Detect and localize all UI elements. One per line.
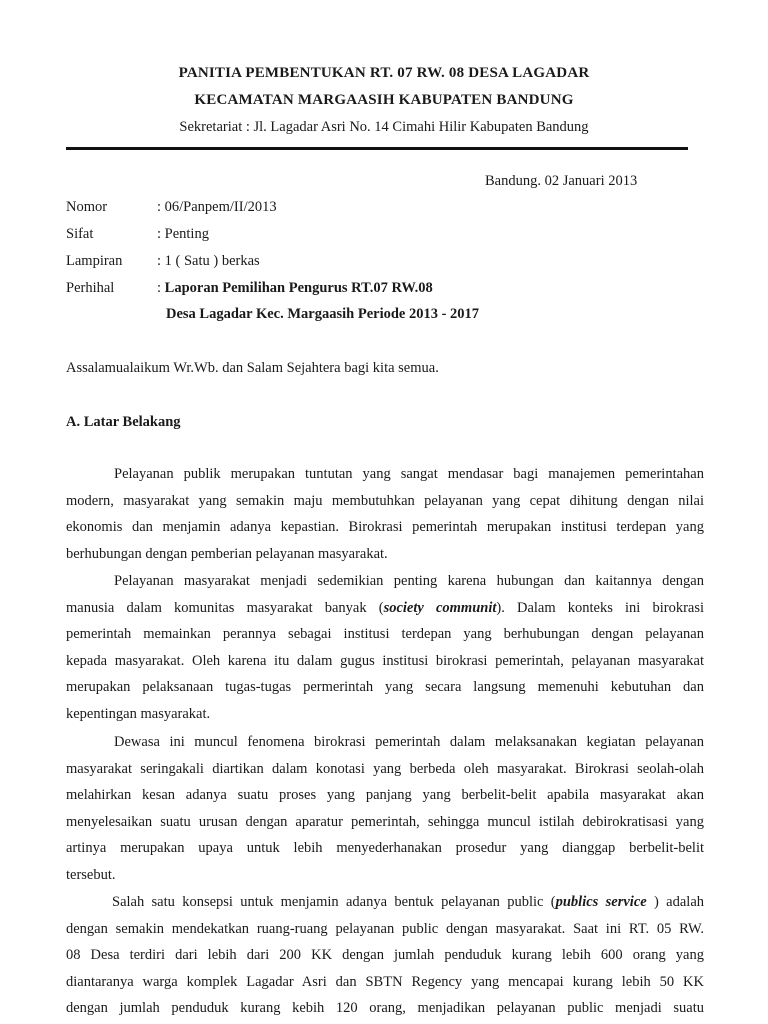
letterhead-divider [66,147,688,150]
term-publics-service: publics service [555,894,647,910]
meta-value-nomor: : 06/Panpem/II/2013 [157,199,277,215]
paragraph-line: Dewasa ini muncul fenomena birokrasi pemerintah dalam melaksanakan kegiatan pelayanan [114,734,704,750]
paragraph-line: manusia dalam komunitas masyarakat banyak (society communit). Dalam konteks ini birokrasi [66,599,705,616]
meta-value-lampiran: : 1 ( Satu ) berkas [157,253,260,269]
paragraph-4 [66,889,704,1022]
paragraph-line: melahirkan kesan adanya suatu proses yang panjang yang berbelit-belit apabila masyarakat akan [66,787,704,804]
paragraph-line: masyarakat seringakali diartikan dalam konotasi yang berbeda oleh masyarakat. Birokrasi seolah-olah [66,760,704,777]
paragraph-line: ekonomis dan menjamin adanya kepastian. Birokrasi pemerintah merupakan institusi terdepan yang [66,519,704,536]
letterhead-title: PANITIA PEMBENTUKAN RT. 07 RW. 08 DESA LAGADAR [178,65,590,81]
section-heading: A. Latar Belakang [66,414,181,430]
meta-label-nomor: Nomor [66,199,108,215]
perihal-colon: : [157,280,165,296]
paragraph-line: pemerintah memainkan perannya sebagai institusi terdepan yang berhubungan dengan pelayanan [66,626,704,643]
term-society-community: society communit [383,599,497,616]
letter-date: Bandung. 02 Januari 2013 [485,173,638,189]
paragraph-line: artinya merupakan upaya untuk lebih menyederhanakan prosedur yang dianggap berbelit-belit [66,840,704,857]
perihal-subject: Laporan Pemilihan Pengurus RT.07 RW.08 [164,280,433,296]
paragraph-1 [66,461,704,567]
greeting: Assalamualaikum Wr.Wb. dan Salam Sejahtera bagi kita semua. [66,360,439,376]
paragraph-line: merupakan pelaksanaan tugas-tugas permerintah yang secara langsung memenuhi kebutuhan dan [66,679,704,696]
meta-value-sifat: : Penting [157,226,209,242]
paragraph-line: modern, masyarakat yang semakin maju membutuhkan pelayanan yang cepat dihitung dengan nilai [66,492,704,509]
paragraph-3 [66,729,704,889]
paragraph-line: 08 Desa terdiri dari lebih dari 200 KK dengan jumlah penduduk kurang lebih 600 orang yang [66,947,704,964]
paragraph-line: dengan jumlah penduduk kurang kebih 120 orang, menjadikan pelayanan public menjadi suatu [66,1000,704,1017]
meta-value-perihal [157,280,433,297]
meta-label-lampiran: Lampiran [66,253,123,269]
letterhead-subtitle: KECAMATAN MARGAASIH KABUPATEN BANDUNG [194,92,574,108]
paragraph-line: tersebut. [66,866,116,883]
paragraph-line: menyelesaikan suatu urusan dengan aparatur pemerintah, sehingga muncul istilah debirokratisasi yang [66,813,704,830]
paragraph-line: diantaranya warga komplek Lagadar Asri dan SBTN Regency yang mencapai kurang lebih 50 KK [66,973,704,990]
letterhead-secretariat: Sekretariat : Jl. Lagadar Asri No. 14 Cimahi Hilir Kabupaten Bandung [179,119,589,135]
paragraph-line: Pelayanan publik merupakan tuntutan yang sangat mendasar bagi manajemen pemerintahan [114,466,704,482]
paragraph-line: dengan semakin mendekatkan ruang-ruang pelayanan public dengan masyarakat. Saat ini RT. 05 RW. [66,920,704,937]
paragraph-2 [66,568,704,728]
meta-label-perihal: Perhihal [66,280,115,296]
paragraph-line: kepada masyarakat. Oleh karena itu dalam gugus institusi birokrasi pemerintah, pelayanan masyarakat [66,652,704,669]
paragraph-line: Pelayanan masyarakat menjadi sedemikian penting karena hubungan dan kaitannya dengan [114,573,704,589]
perihal-subject-line2: Desa Lagadar Kec. Margaasih Periode 2013 - 2017 [166,306,480,322]
paragraph-line: Salah satu konsepsi untuk menjamin adanya bentuk pelayanan public (publics service ) adalah [112,894,705,910]
paragraph-line: kepentingan masyarakat. [66,705,211,722]
meta-label-sifat: Sifat [66,226,94,242]
paragraph-line: berhubungan dengan pemberian pelayanan masyarakat. [66,545,388,562]
